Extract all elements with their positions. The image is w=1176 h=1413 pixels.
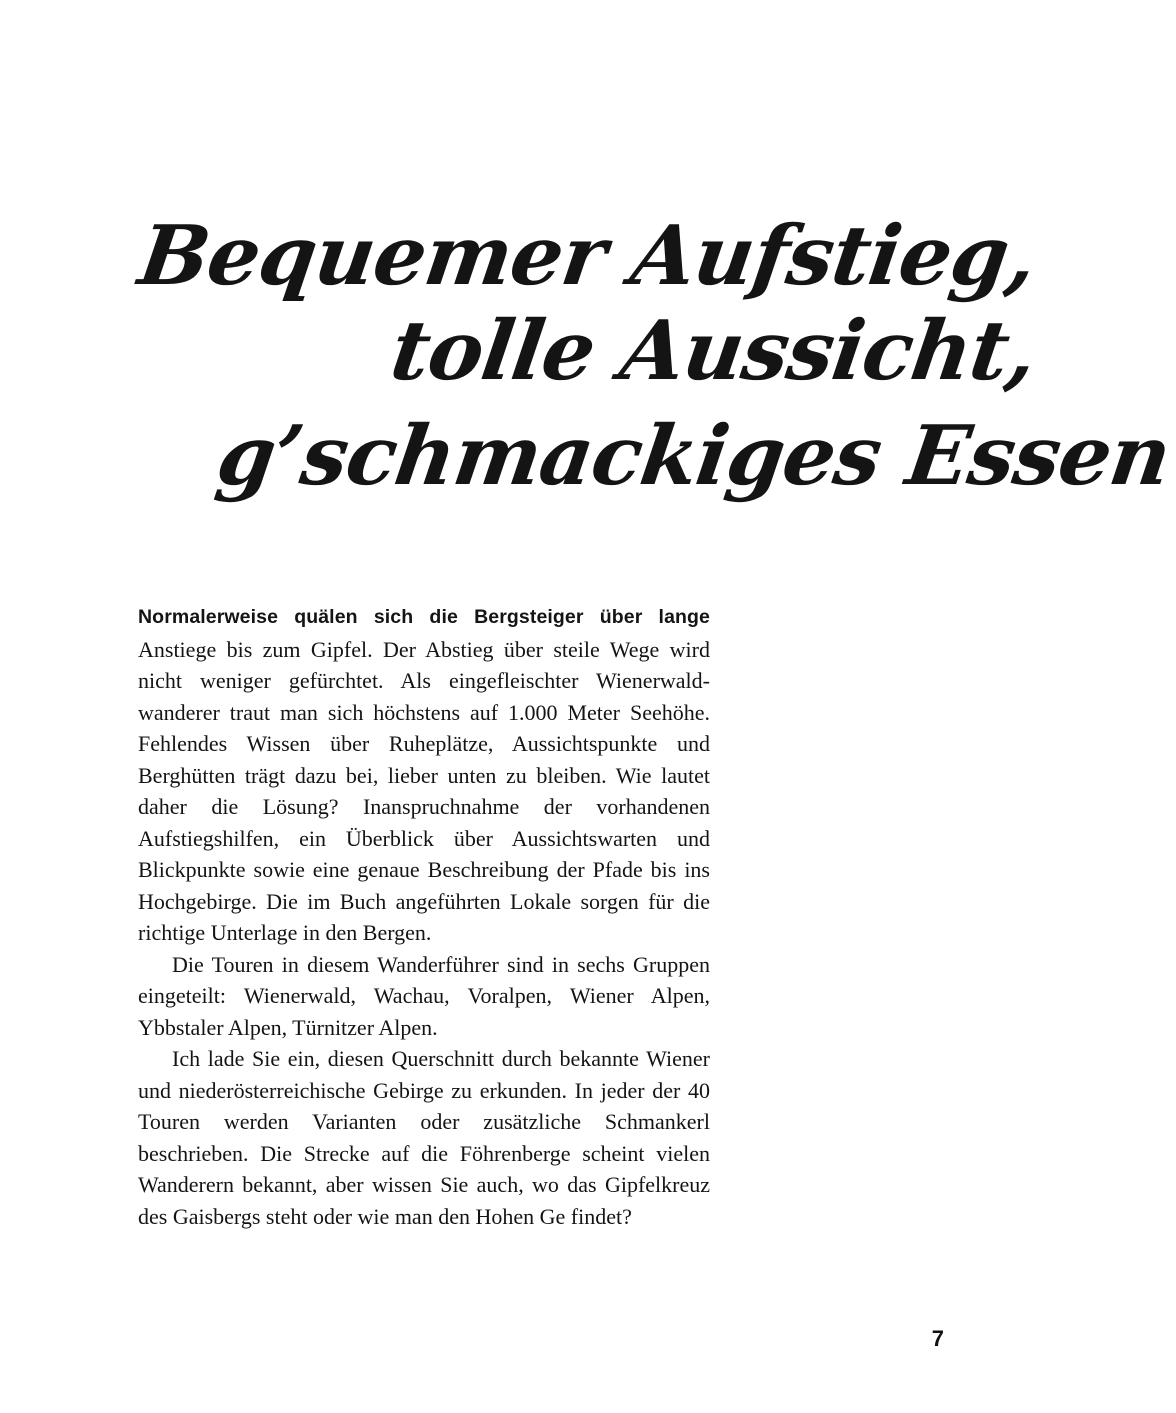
title-line-3: g’schmackiges Essen	[211, 408, 1176, 504]
title-line-1: Bequemer Aufstieg,	[133, 208, 1042, 304]
paragraph-1	[138, 600, 710, 949]
paragraph-3: Ich lade Sie ein, diesen Querschnitt durch bekannte Wiener und niederösterreichische Gebirge zu erkunden. In jeder der 40 Touren werden Varianten oder zusätzliche Schmankerl beschrieben. Die Strecke auf die Föhrenberge scheint vielen Wanderern bekannt, aber wissen Sie auch, wo das Gipfelkreuz des Gaisbergs steht oder wie man den Hohen Ge findet?	[138, 1046, 710, 1229]
paragraph-1-text: Anstiege bis zum Gipfel. Der Abstieg über steile Wege wird nicht weniger gefürchtet. Als eingefleischter Wienerwaldwanderer traut man sich höchstens auf 1.000 Meter Seehöhe. Fehlendes Wissen über Ruheplätze, Aussichtspunkte und Berghütten trägt dazu bei, lieber unten zu bleiben. Wie lautet daher die Lösung? Inanspruchnahme der vorhandenen Aufstiegshilfen, ein Überblick über Aussichtswarten und Blickpunkte sowie eine genaue Beschreibung der Pfade bis ins Hochgebirge. Die im Buch angeführten Lokale sorgen für die richtige Unterlage in den Bergen.	[138, 636, 710, 945]
lead-in-text: Normalerweise quälen sich die Bergsteiger über lange	[138, 606, 710, 628]
title-line-2: tolle Aussicht,	[385, 303, 1043, 399]
page-number: 7	[931, 1326, 944, 1351]
paragraph-2: Die Touren in diesem Wanderführer sind in sechs Gruppen eingeteilt: Wienerwald, Wachau, Voralpen, Wiener Alpen, Ybbstaler Alpen, Türnitzer Alpen.	[138, 951, 710, 1040]
body-text	[138, 600, 710, 1232]
